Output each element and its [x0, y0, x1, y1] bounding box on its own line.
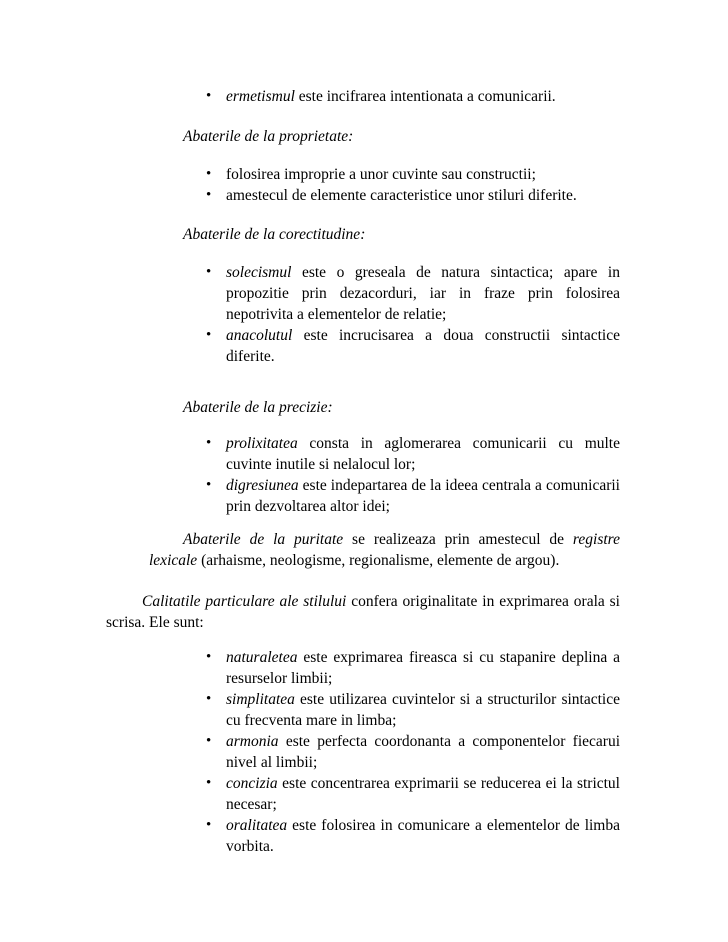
bullet-icon: •	[206, 166, 212, 182]
term: naturaletea	[226, 649, 298, 666]
term: solecismul	[226, 264, 292, 281]
term: simplitatea	[226, 691, 295, 708]
list-item	[206, 433, 620, 475]
definition: este exprimarea fireasca si cu stapanire deplina a resurselor limbii;	[226, 649, 620, 687]
item-text: folosirea improprie a unor cuvinte sau constructii;	[226, 166, 536, 183]
calitati-heading: Calitatile particulare ale stilului	[142, 593, 347, 610]
precizie-list	[206, 433, 620, 517]
definition: este perfecta coordonanta a componentelor fiecarui nivel al limbii;	[226, 733, 620, 771]
bullet-icon: •	[206, 327, 212, 343]
list-item	[206, 325, 620, 367]
bullet-icon: •	[206, 817, 212, 833]
definition: este utilizarea cuvintelor si a structurilor sintactice cu frecventa mare in limba;	[226, 691, 620, 729]
corectitudine-list	[206, 262, 620, 367]
definition: este folosirea in comunicare a elementelor de limba vorbita.	[226, 817, 620, 855]
bullet-icon: •	[206, 691, 212, 707]
calitati-text: confera originalitate in exprimarea orala si scrisa. Ele sunt:	[106, 593, 620, 631]
calitati-list	[206, 647, 620, 857]
term: anacolutul	[226, 327, 293, 344]
list-item	[206, 773, 620, 815]
term: prolixitatea	[226, 435, 298, 452]
list-item	[206, 731, 620, 773]
proprietate-list	[206, 164, 620, 206]
puritate-tail: (arhaisme, neologisme, regionalisme, elemente de argou).	[197, 552, 560, 569]
heading-proprietate: Abaterile de la proprietate:	[183, 128, 354, 145]
definition: este indepartarea de la ideea centrala a comunicarii prin dezvoltarea altor idei;	[226, 477, 620, 515]
definition: consta in aglomerarea comunicarii cu multe cuvinte inutile si nelalocul lor;	[226, 435, 620, 473]
list-item	[206, 815, 620, 857]
ermetism-list	[206, 86, 620, 107]
term: ermetismul	[226, 88, 295, 105]
list-item	[206, 475, 620, 517]
term: oralitatea	[226, 817, 288, 834]
bullet-icon: •	[206, 649, 212, 665]
calitati-paragraph	[106, 591, 620, 633]
definition: este incrucisarea a doua constructii sintactice diferite.	[226, 327, 620, 365]
bullet-icon: •	[206, 264, 212, 280]
bullet-icon: •	[206, 775, 212, 791]
list-item	[206, 86, 620, 107]
definition: este concentrarea exprimarii se reducerea ei la strictul necesar;	[226, 775, 620, 813]
bullet-icon: •	[206, 477, 212, 493]
list-item	[206, 689, 620, 731]
term: digresiunea	[226, 477, 299, 494]
term: concizia	[226, 775, 278, 792]
list-item	[206, 647, 620, 689]
item-text: amestecul de elemente caracteristice unor stiluri diferite.	[226, 187, 577, 204]
bullet-icon: •	[206, 187, 212, 203]
definition: este incifrarea intentionata a comunicarii.	[294, 88, 556, 105]
bullet-icon: •	[206, 435, 212, 451]
registre-term: registre lexicale	[149, 531, 620, 569]
puritate-paragraph	[149, 529, 620, 571]
definition: este o greseala de natura sintactica; apare in propozitie prin dezacorduri, iar in fraze prin folosirea nepotrivita a elementelor de relatie;	[226, 264, 620, 323]
heading-corectitudine: Abaterile de la corectitudine:	[183, 226, 366, 243]
bullet-icon: •	[206, 733, 212, 749]
term: armonia	[226, 733, 279, 750]
list-item	[206, 262, 620, 325]
puritate-text: se realizeaza prin amestecul de	[343, 531, 573, 548]
heading-precizie: Abaterile de la precizie:	[183, 399, 333, 416]
list-item	[206, 185, 620, 206]
puritate-heading: Abaterile de la puritate	[183, 531, 344, 548]
bullet-icon: •	[206, 88, 212, 104]
list-item	[206, 164, 620, 185]
